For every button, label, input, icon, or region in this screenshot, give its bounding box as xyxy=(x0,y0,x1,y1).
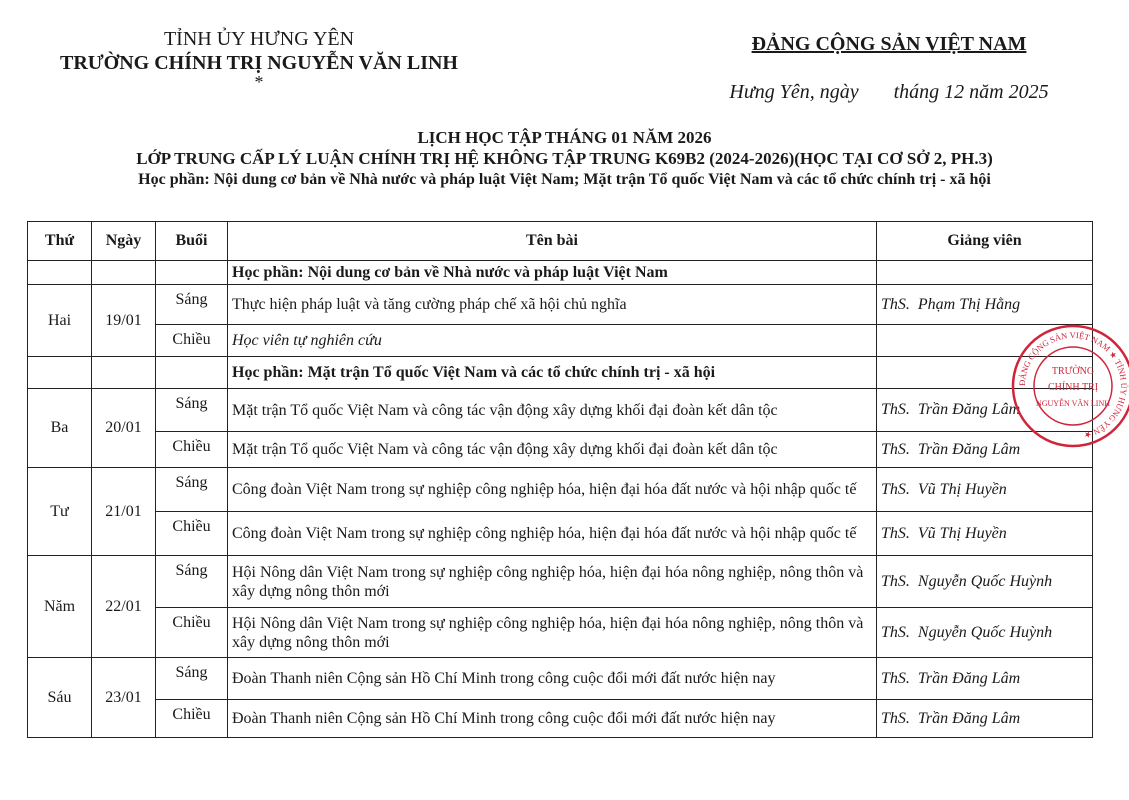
lecturer-cell xyxy=(877,468,1093,512)
seal-ring-text: ĐẢNG CỘNG SẢN VIỆT NAM ★ TỈNH ỦY HƯNG YÊN ★ xyxy=(1016,329,1129,441)
table-row xyxy=(28,285,1093,325)
date-cell: 20/01 xyxy=(92,389,156,468)
document-titles xyxy=(0,127,1129,191)
col-header-date: Ngày xyxy=(92,222,156,261)
lesson-cell: Đoàn Thanh niên Cộng sản Hồ Chí Minh trong công cuộc đổi mới đất nước hiện nay xyxy=(228,700,877,738)
table-row xyxy=(28,389,1093,432)
col-header-lecturer: Giảng viên xyxy=(877,222,1093,261)
lecturer-cell xyxy=(877,556,1093,608)
table-row xyxy=(28,658,1093,700)
seal-center-line3: NGUYỄN VĂN LINH xyxy=(1035,399,1111,408)
table-row xyxy=(28,325,1093,357)
header-organization xyxy=(20,27,498,92)
session-cell: Chiều xyxy=(156,700,228,738)
day-cell: Ba xyxy=(28,389,92,468)
session-cell: Sáng xyxy=(156,468,228,512)
lesson-cell: Công đoàn Việt Nam trong sự nghiệp công nghiệp hóa, hiện đại hóa đất nước và hội nhập quốc tế xyxy=(228,468,877,512)
col-header-lesson: Tên bài xyxy=(228,222,877,261)
lecturer-degree: ThS. xyxy=(881,572,910,590)
lecturer-degree: ThS. xyxy=(881,623,910,641)
section-row xyxy=(28,261,1093,285)
session-cell: Sáng xyxy=(156,658,228,700)
org-mark: * xyxy=(254,72,264,92)
lecturer-name: Trần Đăng Lâm xyxy=(917,709,1021,727)
lecturer-name: Trần Đăng Lâm xyxy=(917,669,1021,687)
seal-center-line2: CHÍNH TRỊ xyxy=(1047,382,1099,393)
lecturer-degree: ThS. xyxy=(881,709,910,727)
section-title: Học phần: Mặt trận Tổ quốc Việt Nam và các tổ chức chính trị - xã hội xyxy=(228,357,877,389)
lesson-cell: Thực hiện pháp luật và tăng cường pháp chế xã hội chủ nghĩa xyxy=(228,285,877,325)
lecturer-name: Phạm Thị Hằng xyxy=(917,295,1021,313)
col-header-session: Buổi xyxy=(156,222,228,261)
date-cell: 19/01 xyxy=(92,285,156,357)
lesson-cell: Mặt trận Tổ quốc Việt Nam và công tác vận động xây dựng khối đại đoàn kết dân tộc xyxy=(228,432,877,468)
lesson-cell: Học viên tự nghiên cứu xyxy=(228,325,877,357)
table-row xyxy=(28,556,1093,608)
seal-center-line1: TRƯỜNG xyxy=(1051,366,1095,377)
day-cell: Sáu xyxy=(28,658,92,738)
lesson-cell: Công đoàn Việt Nam trong sự nghiệp công nghiệp hóa, hiện đại hóa đất nước và hội nhập quốc tế xyxy=(228,512,877,556)
org-name: TRƯỜNG CHÍNH TRỊ NGUYỄN VĂN LINH xyxy=(59,52,458,74)
lecturer-cell xyxy=(877,512,1093,556)
date-cell: 22/01 xyxy=(92,556,156,658)
org-parent: TỈNH ỦY HƯNG YÊN xyxy=(163,28,355,50)
schedule-table xyxy=(27,221,1093,738)
lesson-cell: Hội Nông dân Việt Nam trong sự nghiệp công nghiệp hóa, hiện đại hóa nông nghiệp, nông thôn và xây dựng nông thôn mới xyxy=(228,608,877,658)
session-cell: Sáng xyxy=(156,556,228,608)
day-cell: Hai xyxy=(28,285,92,357)
session-cell: Sáng xyxy=(156,389,228,432)
section-title: Học phần: Nội dung cơ bản về Nhà nước và pháp luật Việt Nam xyxy=(228,261,877,285)
lecturer-cell xyxy=(877,608,1093,658)
place-date: Hưng Yên, ngày tháng 12 năm 2025 xyxy=(729,81,1049,103)
table-row xyxy=(28,700,1093,738)
schedule-title: LỊCH HỌC TẬP THÁNG 01 NĂM 2026 xyxy=(417,128,712,147)
party-name: ĐẢNG CỘNG SẢN VIỆT NAM xyxy=(751,33,1027,55)
session-cell: Chiều xyxy=(156,608,228,658)
session-cell: Chiều xyxy=(156,325,228,357)
day-cell: Tư xyxy=(28,468,92,556)
lecturer-name: Vũ Thị Huyền xyxy=(917,524,1007,542)
lecturer-name: Nguyễn Quốc Huỳnh xyxy=(917,572,1053,590)
table-row xyxy=(28,432,1093,468)
lecturer-degree: ThS. xyxy=(881,524,910,542)
class-title: LỚP TRUNG CẤP LÝ LUẬN CHÍNH TRỊ HỆ KHÔNG TẬP TRUNG K69B2 (2024-2026)(HỌC TẠI CƠ SỞ 2, PH.3) xyxy=(136,149,993,168)
lecturer-cell xyxy=(877,700,1093,738)
table-row xyxy=(28,512,1093,556)
col-header-day: Thứ xyxy=(28,222,92,261)
official-seal xyxy=(1009,322,1129,450)
module-title: Học phần: Nội dung cơ bản về Nhà nước và pháp luật Việt Nam; Mặt trận Tổ quốc Việt Nam và các tổ chức chính trị - xã hội xyxy=(138,171,991,188)
lesson-cell: Hội Nông dân Việt Nam trong sự nghiệp công nghiệp hóa, hiện đại hóa nông nghiệp, nông thôn và xây dựng nông thôn mới xyxy=(228,556,877,608)
lecturer-degree: ThS. xyxy=(881,295,910,313)
lecturer-name: Trần Đăng Lâm xyxy=(917,401,1021,418)
lecturer-cell xyxy=(877,658,1093,700)
session-cell: Sáng xyxy=(156,285,228,325)
lecturer-degree: ThS. xyxy=(881,440,910,458)
lecturer-degree: ThS. xyxy=(881,401,910,418)
lesson-cell: Mặt trận Tổ quốc Việt Nam và công tác vận động xây dựng khối đại đoàn kết dân tộc xyxy=(228,389,877,432)
lecturer-name: Vũ Thị Huyền xyxy=(917,480,1007,498)
table-header-row xyxy=(28,222,1093,261)
lecturer-degree: ThS. xyxy=(881,669,910,687)
table-row xyxy=(28,608,1093,658)
lecturer-name: Trần Đăng Lâm xyxy=(917,440,1021,458)
session-cell: Chiều xyxy=(156,432,228,468)
day-cell: Năm xyxy=(28,556,92,658)
lecturer-cell xyxy=(877,285,1093,325)
section-row xyxy=(28,357,1093,389)
date-cell: 21/01 xyxy=(92,468,156,556)
lecturer-name: Nguyễn Quốc Huỳnh xyxy=(917,623,1053,641)
lecturer-degree: ThS. xyxy=(881,480,910,498)
table-row xyxy=(28,468,1093,512)
date-cell: 23/01 xyxy=(92,658,156,738)
session-cell: Chiều xyxy=(156,512,228,556)
lesson-cell: Đoàn Thanh niên Cộng sản Hồ Chí Minh trong công cuộc đổi mới đất nước hiện nay xyxy=(228,658,877,700)
